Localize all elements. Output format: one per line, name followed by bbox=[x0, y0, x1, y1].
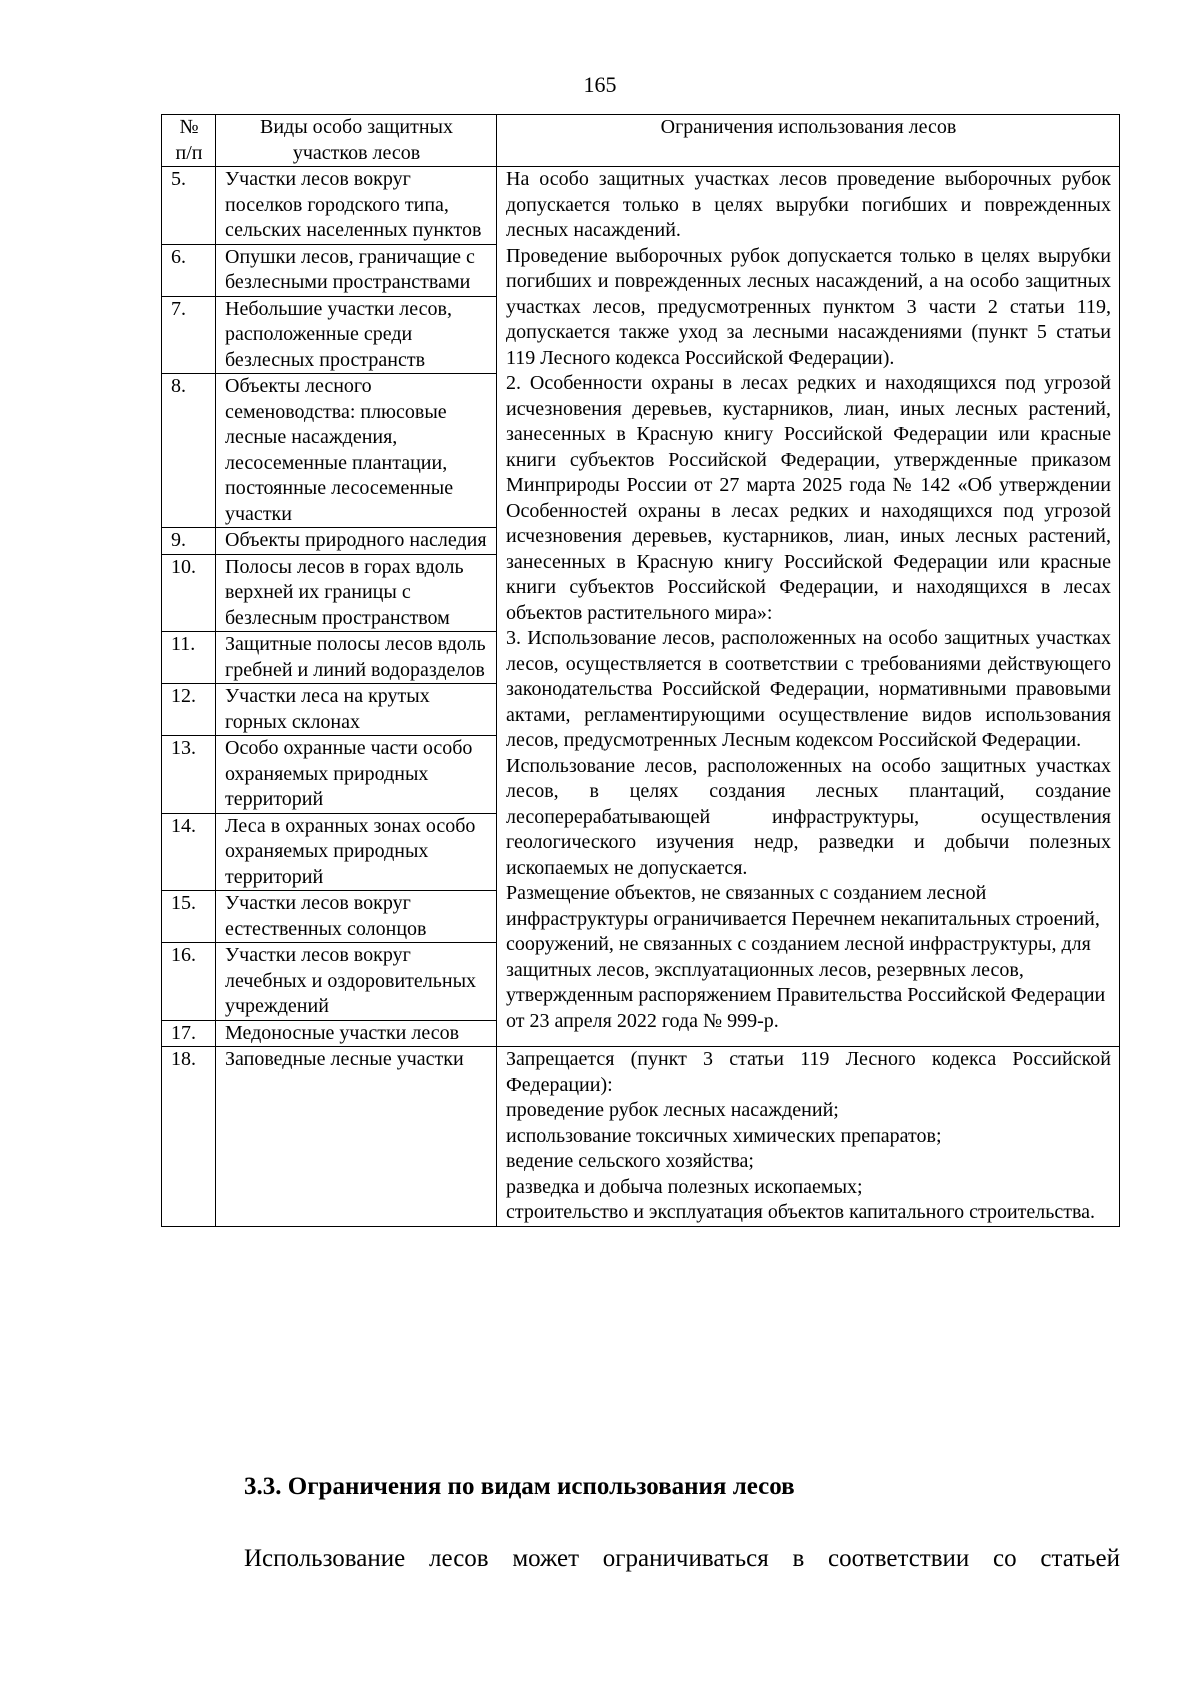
table-row bbox=[162, 167, 1120, 245]
header-num: № п/п bbox=[162, 115, 216, 167]
restrictions-table bbox=[161, 114, 1120, 1227]
row-number: 10. bbox=[162, 554, 216, 632]
row-type: Участки лесов вокруг естественных солонцов bbox=[216, 891, 497, 943]
row-type: Опушки лесов, граничащие с безлесными пространствами bbox=[216, 244, 497, 296]
row-type: Заповедные лесные участки bbox=[216, 1047, 497, 1227]
row-number: 15. bbox=[162, 891, 216, 943]
table-header-row bbox=[162, 115, 1120, 167]
restriction-list-item: использование токсичных химических препаратов; bbox=[506, 1124, 942, 1147]
restriction-paragraph: На особо защитных участках лесов проведение выборочных рубок допускается только в целях вырубки погибших и поврежденных лесных насаждений. bbox=[506, 168, 1111, 241]
restriction-paragraph: Проведение выборочных рубок допускается только в целях вырубки погибших и поврежденных лесных насаждений, а на особо защитных участках лесов, предусмотренных пунктом 3 части 2 статьи 119, допускается также уход за лесными насаждениями (пункт 5 статьи 119 Лесного кодекса Российской Федерации). bbox=[506, 244, 1111, 369]
row-number: 13. bbox=[162, 736, 216, 814]
row-number: 5. bbox=[162, 167, 216, 245]
row-number: 18. bbox=[162, 1047, 216, 1227]
row-type: Медоносные участки лесов bbox=[216, 1020, 497, 1047]
restriction-paragraph: 3. Использование лесов, расположенных на особо защитных участках лесов, осуществляется в соответствии с требованиями действующего законодательства Российской Федерации, нормативными правовыми актами, регламентирующими осуществление видов использования лесов, предусмотренных Лесным кодексом Российской Федерации. bbox=[506, 627, 1111, 751]
row-number: 9. bbox=[162, 528, 216, 555]
row-type: Леса в охранных зонах особо охраняемых природных территорий bbox=[216, 813, 497, 891]
row-type: Защитные полосы лесов вдоль гребней и линий водоразделов bbox=[216, 632, 497, 684]
restrictions-cell-group bbox=[497, 167, 1120, 1047]
body-paragraph: Использование лесов может ограничиваться в соответствии со статьей bbox=[244, 1545, 1120, 1572]
row-type: Особо охранные части особо охраняемых природных территорий bbox=[216, 736, 497, 814]
restriction-list-item: разведка и добыча полезных ископаемых; bbox=[506, 1175, 863, 1198]
restriction-paragraph: 2. Особенности охраны в лесах редких и находящихся под угрозой исчезновения деревьев, кустарников, лиан, иных лесных растений, занесенных в Красную книгу Российской Федерации или красные книги субъектов Российской Федерации, утвержденные приказом Минприроды России от 27 марта 2025 года № 142 «Об утверждении Особенностей охраны в лесах редких и находящихся под угрозой исчезновения деревьев, кустарников, лиан, иных лесных растений, занесенных в Красную книгу Российской Федерации или красные книги субъектов Российской Федерации, и находящихся в лесах объектов растительного мира»: bbox=[506, 372, 1111, 624]
row-type: Участки лесов вокруг лечебных и оздоровительных учреждений bbox=[216, 943, 497, 1021]
row-number: 17. bbox=[162, 1020, 216, 1047]
row-number: 14. bbox=[162, 813, 216, 891]
row-number: 16. bbox=[162, 943, 216, 1021]
row-type: Участки леса на крутых горных склонах bbox=[216, 684, 497, 736]
restriction-paragraph: Запрещается (пункт 3 статьи 119 Лесного кодекса Российской Федерации): bbox=[506, 1048, 1111, 1096]
restriction-paragraph: Размещение объектов, не связанных с созданием лесной инфраструктуры ограничивается Перечнем некапитальных строений, сооружений, не связанных с созданием лесной инфраструктуры, для защитных лесов, эксплуатационных лесов, резервных лесов, утвержденным распоряжением Правительства Российской Федерации от 23 апреля 2022 года № 999-р. bbox=[506, 882, 1106, 1032]
header-restrictions: Ограничения использования лесов bbox=[497, 115, 1120, 167]
row-number: 12. bbox=[162, 684, 216, 736]
restriction-paragraph: Использование лесов, расположенных на особо защитных участках лесов, в целях создания лесных плантаций, создание лесоперерабатывающей инфраструктуры, осуществления геологического изучения недр, разведки и добычи полезных ископаемых не допускается. bbox=[506, 754, 1111, 879]
row-type: Небольшие участки лесов, расположенные среди безлесных пространств bbox=[216, 296, 497, 374]
row-type: Участки лесов вокруг поселков городского типа, сельских населенных пунктов bbox=[216, 167, 497, 245]
row-number: 7. bbox=[162, 296, 216, 374]
row-number: 11. bbox=[162, 632, 216, 684]
restriction-list-item: проведение рубок лесных насаждений; bbox=[506, 1099, 839, 1121]
row-number: 6. bbox=[162, 244, 216, 296]
row-type: Объекты лесного семеноводства: плюсовые лесные насаждения, лесосеменные плантации, постоянные лесосеменные участки bbox=[216, 374, 497, 528]
row-type: Объекты природного наследия bbox=[216, 528, 497, 555]
table-row bbox=[162, 1047, 1120, 1227]
page-number: 165 bbox=[583, 72, 617, 97]
restriction-list-item: строительство и эксплуатация объектов капитального строительства. bbox=[506, 1201, 1096, 1223]
section-heading: 3.3. Ограничения по видам использования лесов bbox=[244, 1473, 795, 1500]
restrictions-cell-reserved bbox=[497, 1047, 1120, 1227]
restriction-list-item: ведение сельского хозяйства; bbox=[506, 1150, 754, 1172]
row-number: 8. bbox=[162, 374, 216, 528]
header-type: Виды особо защитных участков лесов bbox=[216, 115, 497, 167]
row-type: Полосы лесов в горах вдоль верхней их границы с безлесным пространством bbox=[216, 554, 497, 632]
